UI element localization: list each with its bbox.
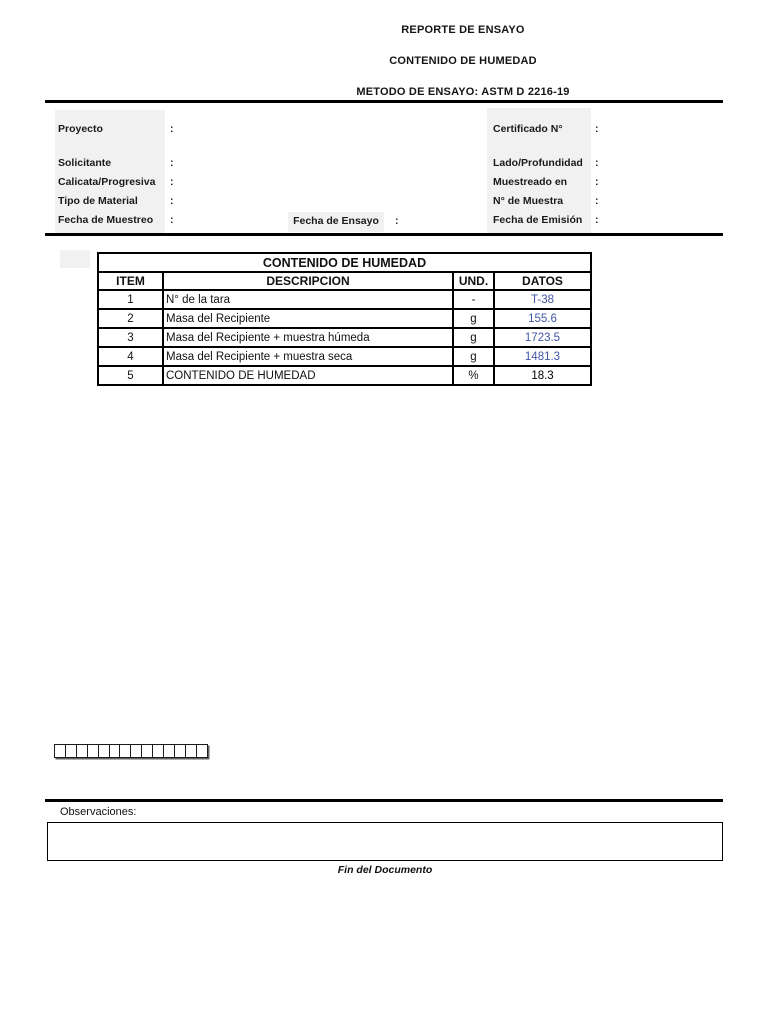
- column-header-item: ITEM: [98, 272, 163, 290]
- column-header-datos: DATOS: [494, 272, 591, 290]
- grid-cell: [196, 744, 209, 758]
- field-label-fecha-ensayo: Fecha de Ensayo: [293, 215, 379, 227]
- cell-datos: 18.3: [494, 366, 591, 385]
- divider-bottom: [45, 799, 723, 802]
- field-label-calicata: Calicata/Progresiva: [58, 176, 156, 188]
- cell-item: 1: [98, 290, 163, 309]
- report-title: REPORTE DE ENSAYO: [401, 24, 525, 36]
- field-colon-numero-muestra: :: [595, 195, 599, 207]
- field-colon-tipo-material: :: [170, 195, 174, 207]
- table-row: [98, 328, 591, 347]
- table-row: [98, 366, 591, 385]
- field-label-solicitante: Solicitante: [58, 157, 112, 169]
- field-colon-calicata: :: [170, 176, 174, 188]
- field-label-tipo-material: Tipo de Material: [58, 195, 138, 207]
- cell-und: -: [453, 290, 494, 309]
- cell-descripcion: Masa del Recipiente: [163, 309, 453, 328]
- cell-descripcion: Masa del Recipiente + muestra húmeda: [163, 328, 453, 347]
- cell-und: g: [453, 328, 494, 347]
- field-label-proyecto: Proyecto: [58, 123, 103, 135]
- cell-item: 5: [98, 366, 163, 385]
- cell-item: 4: [98, 347, 163, 366]
- moisture-table: [97, 252, 592, 386]
- field-colon-fecha-muestreo: :: [170, 214, 174, 226]
- field-label-numero-muestra: N° de Muestra: [493, 195, 564, 207]
- grid-strip: [54, 744, 208, 758]
- table-row: [98, 309, 591, 328]
- table-row: [98, 347, 591, 366]
- table-row: [98, 290, 591, 309]
- field-colon-muestreado-en: :: [595, 176, 599, 188]
- column-header-und: UND.: [453, 272, 494, 290]
- field-colon-fecha-emision: :: [595, 214, 599, 226]
- cell-datos: 1481.3: [494, 347, 591, 366]
- observations-label: Observaciones:: [60, 806, 137, 818]
- cell-item: 2: [98, 309, 163, 328]
- table-side-block: [60, 250, 90, 268]
- column-header-descripcion: DESCRIPCION: [163, 272, 453, 290]
- field-label-lado-profundidad: Lado/Profundidad: [493, 157, 583, 169]
- field-colon-solicitante: :: [170, 157, 174, 169]
- cell-und: %: [453, 366, 494, 385]
- report-method-title: METODO DE ENSAYO: ASTM D 2216-19: [356, 86, 570, 98]
- field-label-certificado: Certificado N°: [493, 123, 563, 135]
- table-header-row: [98, 272, 591, 290]
- cell-datos: 1723.5: [494, 328, 591, 347]
- field-colon-proyecto: :: [170, 123, 174, 135]
- cell-descripcion: CONTENIDO DE HUMEDAD: [163, 366, 453, 385]
- cell-datos: T-38: [494, 290, 591, 309]
- cell-item: 3: [98, 328, 163, 347]
- field-colon-certificado: :: [595, 123, 599, 135]
- field-label-fecha-emision: Fecha de Emisión: [493, 214, 583, 226]
- field-label-muestreado-en: Muestreado en: [493, 176, 568, 188]
- cell-und: g: [453, 309, 494, 328]
- field-label-fecha-muestreo: Fecha de Muestreo: [58, 214, 154, 226]
- report-subtitle: CONTENIDO DE HUMEDAD: [389, 55, 537, 67]
- cell-descripcion: Masa del Recipiente + muestra seca: [163, 347, 453, 366]
- field-colon-fecha-ensayo: :: [395, 215, 399, 227]
- divider-top: [45, 100, 723, 103]
- field-colon-lado-profundidad: :: [595, 157, 599, 169]
- end-of-document-text: Fin del Documento: [337, 864, 433, 876]
- table-title: CONTENIDO DE HUMEDAD: [98, 253, 591, 272]
- divider-middle: [45, 233, 723, 236]
- cell-datos: 155.6: [494, 309, 591, 328]
- observations-box: [47, 822, 723, 861]
- cell-und: g: [453, 347, 494, 366]
- cell-descripcion: N° de la tara: [163, 290, 453, 309]
